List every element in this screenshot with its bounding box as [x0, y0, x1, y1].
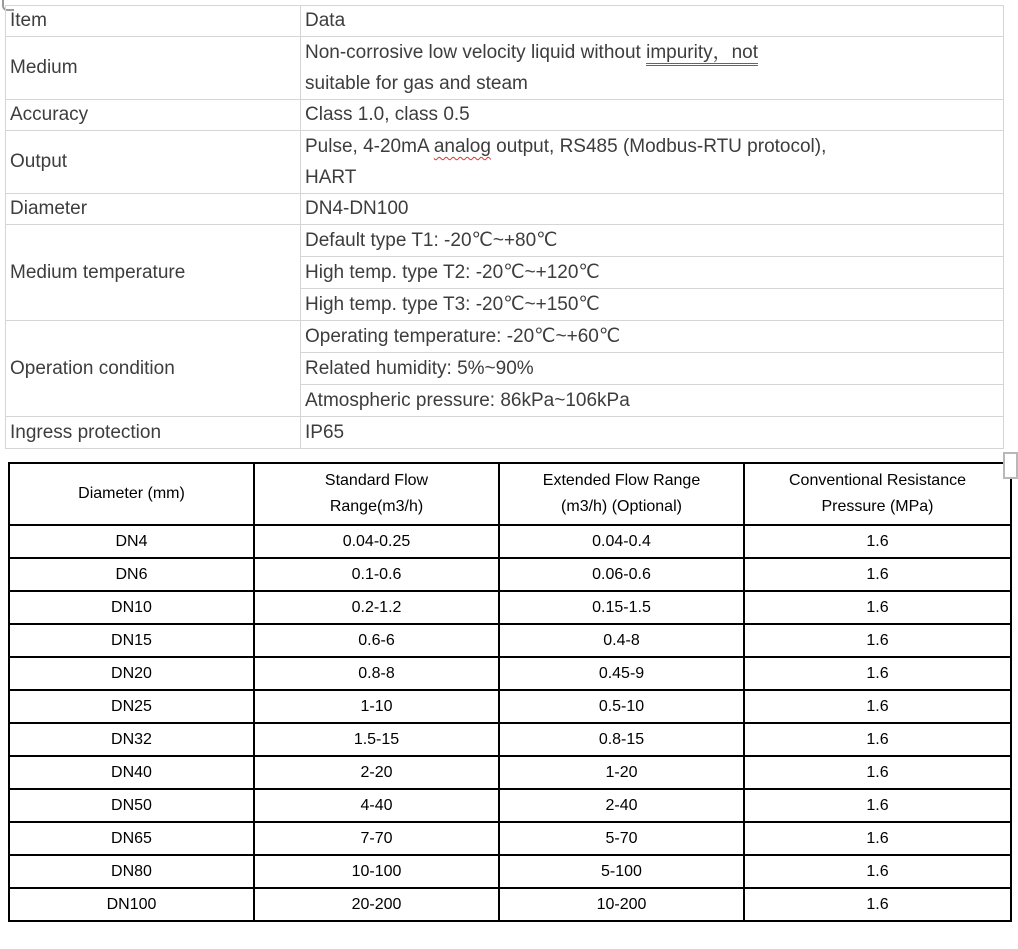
spec-value-diameter: DN4-DN100 — [301, 194, 1004, 225]
spellcheck-flagged-text: analog — [433, 136, 491, 157]
grammar-flagged-text: impurity，not — [646, 42, 758, 66]
table-row — [9, 558, 1011, 591]
flow-cell: DN32 — [9, 723, 254, 756]
spec-value-related-humidity: Related humidity: 5%~90% — [301, 353, 1004, 385]
flow-cell: 1.6 — [744, 789, 1011, 822]
table-resize-handle-artifact — [1003, 452, 1018, 479]
flow-cell: 1-10 — [254, 690, 499, 723]
table-row — [9, 591, 1011, 624]
table-row — [9, 657, 1011, 690]
table-row — [9, 690, 1011, 723]
spec-label-ingress-protection: Ingress protection — [6, 417, 301, 449]
spec-value-temp-t1: Default type T1: -20℃~+80℃ — [301, 225, 1004, 257]
table-row — [9, 822, 1011, 855]
flow-cell: DN65 — [9, 822, 254, 855]
flow-cell: DN4 — [9, 525, 254, 558]
flow-range-table — [8, 462, 1012, 922]
flow-cell: 1-20 — [499, 756, 744, 789]
medium-text: Non-corrosive low velocity liquid without — [305, 42, 647, 63]
table-row — [9, 624, 1011, 657]
header-text: Diameter (mm) — [78, 485, 185, 502]
flow-cell: DN20 — [9, 657, 254, 690]
flow-cell: 1.6 — [744, 558, 1011, 591]
table-row — [6, 417, 1004, 449]
flow-cell: 20-200 — [254, 888, 499, 921]
flow-cell: 0.5-10 — [499, 690, 744, 723]
table-row — [6, 131, 1004, 194]
flow-cell: 1.6 — [744, 525, 1011, 558]
flow-cell: 7-70 — [254, 822, 499, 855]
spec-label-medium: Medium — [6, 37, 301, 100]
flow-cell: 1.6 — [744, 756, 1011, 789]
spec-header-item: Item — [6, 6, 301, 37]
flow-cell: 0.04-0.4 — [499, 525, 744, 558]
flow-cell: 0.8-8 — [254, 657, 499, 690]
flow-cell: DN100 — [9, 888, 254, 921]
spec-value-temp-t2: High temp. type T2: -20℃~+120℃ — [301, 257, 1004, 289]
flow-header-resistance-pressure — [744, 463, 1011, 525]
table-row — [9, 525, 1011, 558]
flow-cell: 0.8-15 — [499, 723, 744, 756]
flow-cell: 1.6 — [744, 723, 1011, 756]
flow-cell: DN15 — [9, 624, 254, 657]
flow-cell: 10-200 — [499, 888, 744, 921]
flow-cell: 1.6 — [744, 855, 1011, 888]
flow-cell: 0.15-1.5 — [499, 591, 744, 624]
flow-cell: 0.06-0.6 — [499, 558, 744, 591]
spec-label-medium-temperature: Medium temperature — [6, 225, 301, 321]
table-row — [6, 6, 1004, 37]
flow-cell: 0.2-1.2 — [254, 591, 499, 624]
medium-line-2: suitable for gas and steam — [305, 73, 528, 94]
flow-cell: 0.6-6 — [254, 624, 499, 657]
flow-cell: 5-70 — [499, 822, 744, 855]
header-text: Range(m3/h) — [329, 498, 424, 515]
flow-cell: 0.4-8 — [499, 624, 744, 657]
flow-cell: DN6 — [9, 558, 254, 591]
spec-header-data: Data — [301, 6, 1004, 37]
table-row — [6, 225, 1004, 257]
spec-label-accuracy: Accuracy — [6, 100, 301, 131]
spec-value-operating-temperature: Operating temperature: -20℃~+60℃ — [301, 321, 1004, 353]
flow-cell: 1.6 — [744, 888, 1011, 921]
flow-cell: 1.6 — [744, 591, 1011, 624]
table-row — [6, 37, 1004, 100]
spec-value-ingress-protection: IP65 — [301, 417, 1004, 449]
spec-label-output: Output — [6, 131, 301, 194]
spec-value-medium — [301, 37, 1004, 100]
header-text: Pressure (MPa) — [821, 498, 934, 515]
output-text-post: output, RS485 (Modbus-RTU protocol), — [490, 136, 827, 157]
flow-cell: 1.6 — [744, 624, 1011, 657]
header-text: (m3/h) (Optional) — [561, 498, 682, 515]
flow-cell: DN25 — [9, 690, 254, 723]
spec-label-operation-condition: Operation condition — [6, 321, 301, 417]
flow-header-diameter — [9, 463, 254, 525]
spec-value-atmospheric-pressure: Atmospheric pressure: 86kPa~106kPa — [301, 385, 1004, 417]
spec-value-accuracy: Class 1.0, class 0.5 — [301, 100, 1004, 131]
table-row — [6, 321, 1004, 353]
table-row — [9, 855, 1011, 888]
output-line-1 — [305, 131, 999, 162]
flow-header-standard-range — [254, 463, 499, 525]
flow-cell: 4-40 — [254, 789, 499, 822]
flow-cell: 0.1-0.6 — [254, 558, 499, 591]
flow-cell: 2-40 — [499, 789, 744, 822]
output-text-pre: Pulse, 4-20mA — [305, 136, 434, 157]
table-row — [9, 756, 1011, 789]
flow-cell: 1.6 — [744, 822, 1011, 855]
table-header-row — [9, 463, 1011, 525]
spec-value-output — [301, 131, 1004, 194]
flow-cell: DN50 — [9, 789, 254, 822]
flow-cell: 10-100 — [254, 855, 499, 888]
flow-header-extended-range — [499, 463, 744, 525]
flow-cell: DN80 — [9, 855, 254, 888]
table-row — [9, 789, 1011, 822]
specifications-table — [5, 5, 1004, 449]
flow-cell: DN10 — [9, 591, 254, 624]
spec-value-temp-t3: High temp. type T3: -20℃~+150℃ — [301, 289, 1004, 321]
header-text: Extended Flow Range — [542, 472, 701, 489]
flow-cell: 5-100 — [499, 855, 744, 888]
header-text: Standard Flow — [324, 472, 429, 489]
spec-label-diameter: Diameter — [6, 194, 301, 225]
flow-cell: 1.6 — [744, 690, 1011, 723]
table-row — [9, 888, 1011, 921]
output-line-2: HART — [305, 167, 357, 188]
flow-cell: 1.6 — [744, 657, 1011, 690]
flow-cell: 0.45-9 — [499, 657, 744, 690]
header-text: Conventional Resistance — [789, 472, 966, 489]
medium-line-1 — [305, 37, 999, 68]
table-row — [6, 100, 1004, 131]
flow-cell: 1.5-15 — [254, 723, 499, 756]
flow-cell: DN40 — [9, 756, 254, 789]
flow-cell: 0.04-0.25 — [254, 525, 499, 558]
table-row — [9, 723, 1011, 756]
table-row — [6, 194, 1004, 225]
flow-cell: 2-20 — [254, 756, 499, 789]
